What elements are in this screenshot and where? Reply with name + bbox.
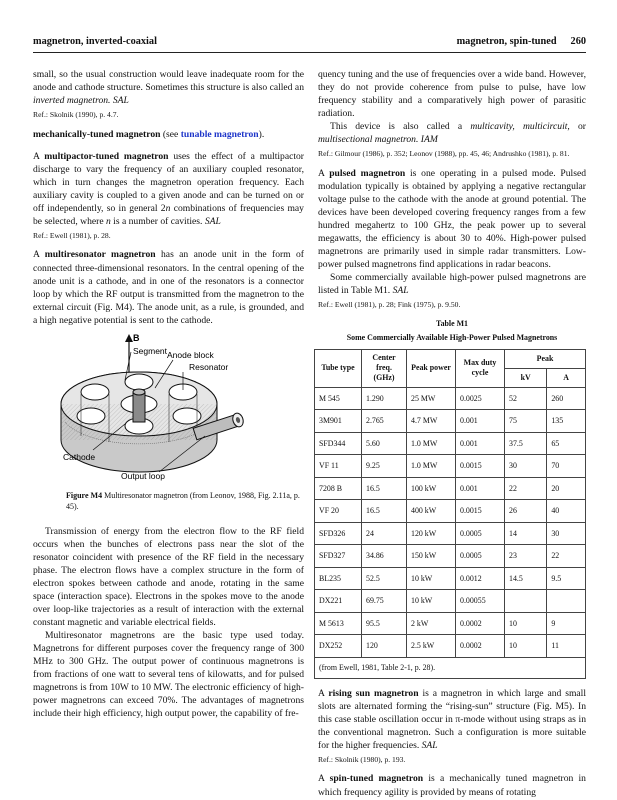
table-cell: 0.001 — [456, 410, 505, 433]
label-resonator: Resonator — [189, 361, 229, 372]
table-row — [315, 387, 586, 410]
table-m1 — [314, 349, 586, 679]
table-cell: 2.5 kW — [407, 635, 456, 658]
table-cell: 52 — [505, 387, 547, 410]
right-column — [318, 68, 586, 799]
table-row — [315, 635, 586, 658]
table-cell: 30 — [505, 455, 547, 478]
table-cell: 22 — [505, 477, 547, 500]
table-cell: 69.75 — [362, 590, 407, 613]
table-cell: 3M901 — [315, 410, 362, 433]
table-cell: 65 — [547, 432, 586, 455]
table-cell: 95.5 — [362, 612, 407, 635]
table-row — [315, 477, 586, 500]
table-cell: 0.0015 — [456, 500, 505, 523]
table-cell: 120 — [362, 635, 407, 658]
table-cell: 1.290 — [362, 387, 407, 410]
table-row — [315, 567, 586, 590]
entry-multipactor-tuned: A multipactor-tuned magnetron uses the effect of a multipactor discharge to vary the frequency of an auxiliary coupled resonator, which in turn changes the magnetron operation frequency. Each auxiliary cavity is coupled to a given anode and can be turned on or off independently, so in general 2n combinations of frequencies may be selected, where n is a number of cavities. SAL — [33, 150, 304, 227]
table-cell: M 545 — [315, 387, 362, 410]
table-cell: 0.0005 — [456, 522, 505, 545]
table-cell: 150 kW — [407, 545, 456, 568]
left-column — [33, 68, 304, 720]
table-cell: 24 — [362, 522, 407, 545]
table-cell: 4.7 MW — [407, 410, 456, 433]
table-cell: 30 — [547, 522, 586, 545]
reference: Ref.: Skolnik (1990), p. 4.7. — [33, 110, 119, 120]
table-cell: 37.5 — [505, 432, 547, 455]
table-note: (from Ewell, 1981, Table 2-1, p. 28). — [315, 657, 586, 678]
col-header-duty: Max duty cycle — [456, 349, 505, 387]
table-cell: 22 — [547, 545, 586, 568]
entry-pulsed-magnetron: A pulsed magnetron is one operating in a pulsed mode. Pulsed modulation typically is obtained by applying a negative rectangular voltage pulse to the cathode with the anode at ground potential. The devices have been developed covering frequency ranges from a few hundred megahertz to 100 GHz, the peak power up to several megawatts, the efficiency is about 30 to 40%. High-power pulsed magnetrons are primarily used in simple radar transmitters. Low-power pulsed magnetrons find applications in radar beacons. — [318, 167, 586, 271]
table-cell: 10 — [505, 635, 547, 658]
figure-caption: Figure M4 Multiresonator magnetron (from Leonov, 1988, Fig. 2.11a, p. 45). — [66, 490, 300, 511]
paragraph-frequency-tuning: quency tuning and the use of frequencies over a wide band. However, they do not provide coherence from pulse to pulse, have low frequency stability and a comparatively high power of parasitic radiation. — [318, 69, 586, 120]
table-cell: 20 — [547, 477, 586, 500]
table-cell: VF 11 — [315, 455, 362, 478]
link-tunable-magnetron[interactable]: tunable magnetron — [180, 128, 259, 140]
table-cell: 9 — [547, 612, 586, 635]
paragraph-transmission: Transmission of energy from the electron flow to the RF field occurs when the bunches of electrons pass near the slot of the resonator coincident with presence of the RF field in the necessary phase. The electron flows have a complex structure in the form of electron spokes between cathode and anode, rotating in the same space (interaction space). Electrons in the spokes move to the anode over loop-like trajectories as a result of interaction with the external constant magnetic and variable electrical fields. — [33, 525, 304, 629]
table-cell: DX252 — [315, 635, 362, 658]
table-cell: 5.60 — [362, 432, 407, 455]
entry-rising-sun: A rising sun magnetron is a magnetron in which large and small slots are alternated forming the “rising-sun” structure (Fig. M5). In this case stable oscillation occur in π-mode without using straps as in the conventional magnetron. Such a configuration is more suitable for the higher frequencies. SAL — [318, 687, 587, 751]
table-cell: 135 — [547, 410, 586, 433]
table-cell: 400 kW — [407, 500, 456, 523]
table-cell: 70 — [547, 455, 586, 478]
entry-mechanically-tuned: mechanically-tuned magnetron (see tunable magnetron). — [33, 128, 265, 140]
table-row — [315, 500, 586, 523]
header-rule — [33, 52, 586, 53]
table-cell: 23 — [505, 545, 547, 568]
table-row — [315, 432, 586, 455]
table-cell: SFD326 — [315, 522, 362, 545]
entry-multiresonator: A multiresonator magnetron has an anode unit in the form of connected three-dimensional resonators. In the central opening of the anode unit is a cathode, and in one of the resonators is a connector loop by which the RF output is transmitted from the magnetron to the external circuit (Fig. M4). The anode unit, as a rule, is grounded, and a high negative potential is sent to the cathode. — [33, 249, 304, 326]
col-header-power: Peak power — [407, 349, 456, 387]
table-cell: 120 kW — [407, 522, 456, 545]
table-row — [315, 545, 586, 568]
table-cell: DX221 — [315, 590, 362, 613]
table-cell: 16.5 — [362, 500, 407, 523]
col-header-peak: Peak — [505, 349, 586, 368]
table-cell: 14 — [505, 522, 547, 545]
table-cell: VF 20 — [315, 500, 362, 523]
paragraph-commercial: Some commercially available high-power pulsed magnetrons are listed in Table M1. SAL — [318, 272, 586, 297]
reference: Ref.: Ewell (1981), p. 28. — [33, 230, 111, 240]
table-row — [315, 612, 586, 635]
table-cell: 11 — [547, 635, 586, 658]
paragraph-multiresonator-basic: Multiresonator magnetrons are the basic type used today. Magnetrons for different purposes cover the frequency range of 300 MHz to 300 GHz. The output power of continuous magnetrons is from fractions of one watt to several tens of kilowatts, and for pulsed magnetrons is from 10W to 10 MW. The electronic efficiency of high-power magnetrons can exceed 70%. The advantages of magnetrons include their high efficiency, high output power, the capability of fre- — [33, 630, 304, 720]
table-title: Table M1 — [436, 318, 468, 328]
table-cell: 1.0 MW — [407, 432, 456, 455]
table-row — [315, 455, 586, 478]
table-cell: SFD344 — [315, 432, 362, 455]
table-cell: 34.86 — [362, 545, 407, 568]
header-right — [457, 36, 586, 47]
col-header-kv: kV — [505, 368, 547, 387]
table-cell: 75 — [505, 410, 547, 433]
table-cell: 0.001 — [456, 477, 505, 500]
col-header-a: A — [547, 368, 586, 387]
table-cell: 0.0012 — [456, 567, 505, 590]
label-b: B — [133, 332, 140, 343]
table-cell: 2.765 — [362, 410, 407, 433]
reference: Ref.: Skolnik (1980), p. 193. — [318, 754, 406, 764]
label-output-loop: Output loop — [121, 470, 165, 481]
multiresonator-magnetron-drawing — [55, 332, 273, 482]
table-cell: 9.25 — [362, 455, 407, 478]
paragraph-also-called: This device is also called a multicavity, multicircuit, or multisectional magnetron. IAM — [318, 121, 587, 146]
table-cell: 2 kW — [407, 612, 456, 635]
table-cell: 100 kW — [407, 477, 456, 500]
table-cell: 0.0002 — [456, 635, 505, 658]
table-cell: 25 MW — [407, 387, 456, 410]
col-header-type: Tube type — [315, 349, 362, 387]
label-segment: Segment — [133, 345, 168, 356]
table-cell: 9.5 — [547, 567, 586, 590]
table-cell: 0.0025 — [456, 387, 505, 410]
table-cell: 7208 B — [315, 477, 362, 500]
table-cell: 10 — [505, 612, 547, 635]
table-cell: 0.0005 — [456, 545, 505, 568]
table-cell: 52.5 — [362, 567, 407, 590]
table-body — [315, 387, 586, 657]
table-cell: 14.5 — [505, 567, 547, 590]
table-cell: BL235 — [315, 567, 362, 590]
header-right-term: magnetron, spin-tuned — [456, 36, 557, 47]
table-cell — [505, 590, 547, 613]
reference: Ref.: Ewell (1981), p. 28; Fink (1975), p. 9.50. — [318, 300, 461, 310]
table-cell: 260 — [547, 387, 586, 410]
table-cell — [547, 590, 586, 613]
table-cell: 16.5 — [362, 477, 407, 500]
page-number: 260 — [570, 36, 586, 47]
paragraph-inverted-cont: small, so the usual construction would leave inadequate room for the anode and cathode structure. Sometimes this structure is also called an inverted magnetron. SAL — [33, 69, 304, 107]
table-cell: M 5613 — [315, 612, 362, 635]
table-cell: 40 — [547, 500, 586, 523]
entry-spin-tuned: A spin-tuned magnetron is a mechanically tuned magnetron in which frequency agility is provided by means of rotating — [318, 773, 586, 798]
figure-m4 — [55, 332, 273, 482]
table-subtitle: Some Commercially Available High-Power Pulsed Magnetrons — [346, 332, 558, 342]
table-cell: 0.001 — [456, 432, 505, 455]
table-cell: 0.0002 — [456, 612, 505, 635]
table-cell: 10 kW — [407, 590, 456, 613]
col-header-freq: Center freq. (GHz) — [362, 349, 407, 387]
running-header — [33, 36, 586, 50]
label-anode-block: Anode block — [167, 349, 214, 360]
table-row — [315, 522, 586, 545]
table-cell: 0.00055 — [456, 590, 505, 613]
table-row — [315, 590, 586, 613]
table-cell: 0.0015 — [456, 455, 505, 478]
table-cell: 26 — [505, 500, 547, 523]
table-row — [315, 410, 586, 433]
table-cell: 1.0 MW — [407, 455, 456, 478]
table-cell: SFD327 — [315, 545, 362, 568]
reference: Ref.: Gilmour (1986), p. 352; Leonov (1988), pp. 45, 46; Andrushko (1981), p. 81. — [318, 149, 570, 159]
table-cell: 10 kW — [407, 567, 456, 590]
header-left-term: magnetron, inverted-coaxial — [33, 36, 157, 47]
label-cathode: Cathode — [63, 451, 96, 462]
